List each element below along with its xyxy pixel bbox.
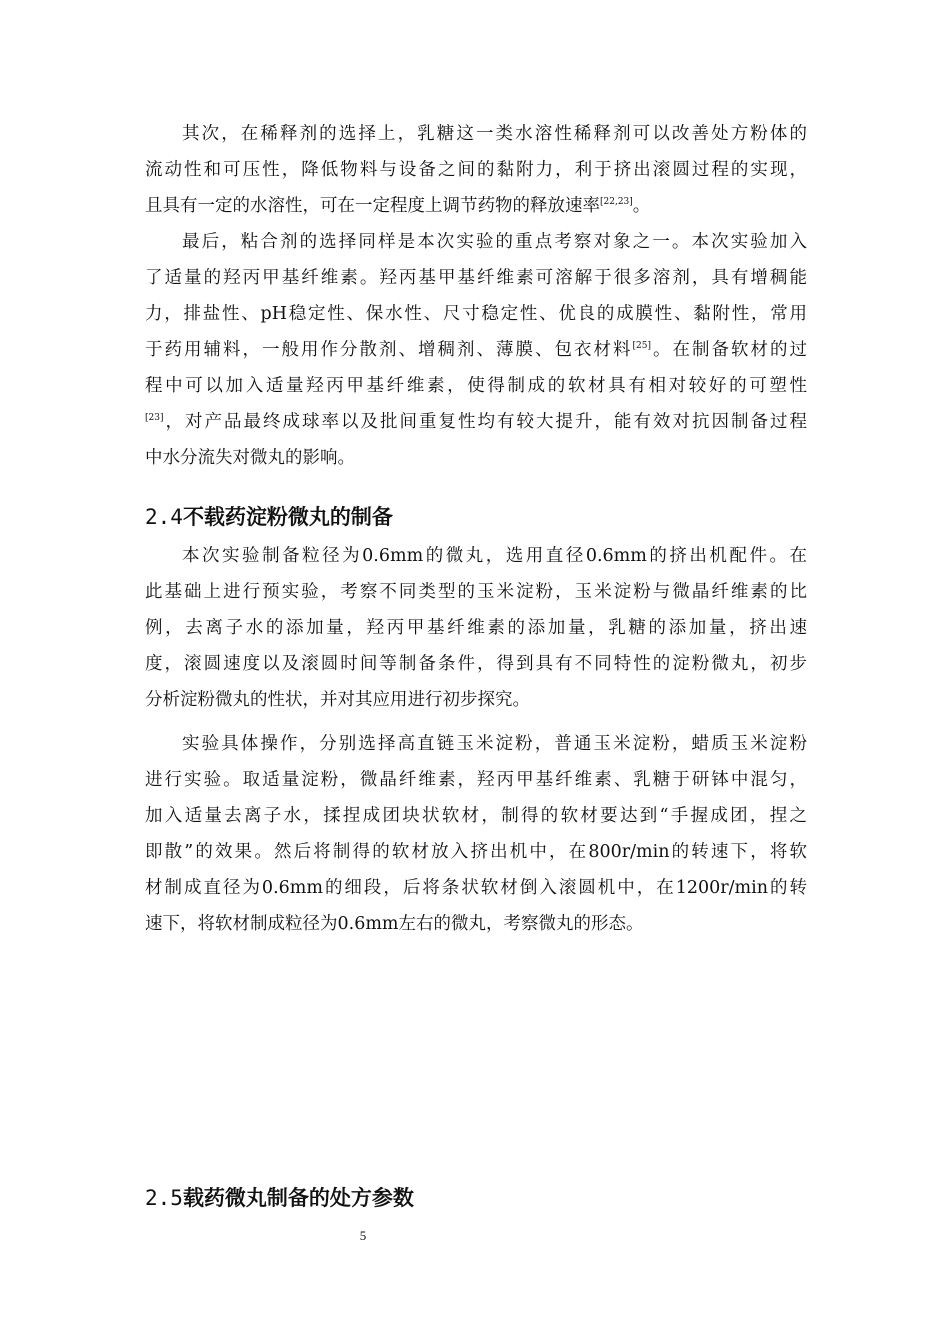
text-line: 进行实验。取适量淀粉，微晶纤维素，羟丙甲基纤维素、乳糖于研钵中混匀，: [145, 770, 807, 790]
citation: [23]: [145, 413, 164, 423]
section-title: 不载药淀粉微丸的制备: [182, 505, 393, 529]
text-segment: 。: [632, 196, 651, 216]
text-line: 程中可以加入适量羟丙甲基纤维素，使得制成的软材具有相对较好的可塑性: [145, 376, 807, 396]
text-line: 其次，在稀释剂的选择上，乳糖这一类水溶性稀释剂可以改善处方粉体的: [182, 124, 807, 144]
text-line: 中水分流失对微丸的影响。: [145, 448, 355, 468]
section-title: 载药微丸制备的处方参数: [182, 1186, 414, 1210]
section-heading-2-4: [145, 502, 393, 532]
section-heading-2-5: [145, 1183, 414, 1213]
text-segment: 且具有一定的水溶性，可在一定程度上调节药物的释放速率: [145, 196, 600, 216]
citation: [22,23]: [600, 197, 633, 207]
text-line: 加入适量去离子水，揉捏成团块状软材，制得的软材要达到“手握成团，捏之: [145, 806, 807, 826]
paragraph-procedure: [145, 726, 807, 942]
section-number: 2.5: [145, 1186, 183, 1210]
text-line: 流动性和可压性，降低物料与设备之间的黏附力，利于挤出滚圆过程的实现，: [145, 160, 807, 180]
text-line: 此基础上进行预实验，考察不同类型的玉米淀粉，玉米淀粉与微晶纤维素的比: [145, 582, 807, 602]
text-line: 了适量的羟丙甲基纤维素。羟丙基甲基纤维素可溶解于很多溶剂，具有增稠能: [145, 268, 807, 288]
paragraph-diluent: [145, 116, 807, 224]
text-line: 最后，粘合剂的选择同样是本次实验的重点考察对象之一。本次实验加入: [182, 232, 807, 252]
paragraph-preparation: [145, 538, 807, 718]
text-segment: 于药用辅料，一般用作分散剂、增稠剂、薄膜、包衣材料: [145, 340, 633, 360]
text-line: 即散”的效果。然后将制得的软材放入挤出机中，在800r/min的转速下，将软: [145, 842, 807, 862]
text-line: 分析淀粉微丸的性状，并对其应用进行初步探究。: [145, 690, 530, 710]
paragraph-binder: [145, 224, 807, 476]
text-segment: ，对产品最终成球率以及批间重复性均有较大提升，能有效对抗因制备过程: [163, 412, 807, 432]
text-line: 材制成直径为0.6mm的细段，后将条状软材倒入滚圆机中，在1200r/min的转: [145, 878, 807, 898]
text-line: [145, 404, 807, 440]
text-line: 本次实验制备粒径为0.6mm的微丸，选用直径0.6mm的挤出机配件。在: [182, 546, 807, 566]
section-number: 2.4: [145, 505, 183, 529]
text-segment: 。在制备软材的过: [651, 340, 807, 360]
text-line: [145, 188, 807, 224]
text-line: 力，排盐性、pH稳定性、保水性、尺寸稳定性、优良的成膜性、黏附性，常用: [145, 304, 807, 324]
text-line: 速下，将软材制成粒径为0.6mm左右的微丸，考察微丸的形态。: [145, 914, 644, 934]
text-line: 度，滚圆速度以及滚圆时间等制备条件，得到具有不同特性的淀粉微丸，初步: [145, 654, 807, 674]
citation: [25]: [632, 341, 651, 351]
text-line: 例，去离子水的添加量，羟丙甲基纤维素的添加量，乳糖的添加量，挤出速: [145, 618, 807, 638]
page-number: 5: [359, 1228, 367, 1243]
text-line: 实验具体操作，分别选择高直链玉米淀粉，普通玉米淀粉，蜡质玉米淀粉: [182, 734, 807, 754]
text-line: [145, 332, 807, 368]
